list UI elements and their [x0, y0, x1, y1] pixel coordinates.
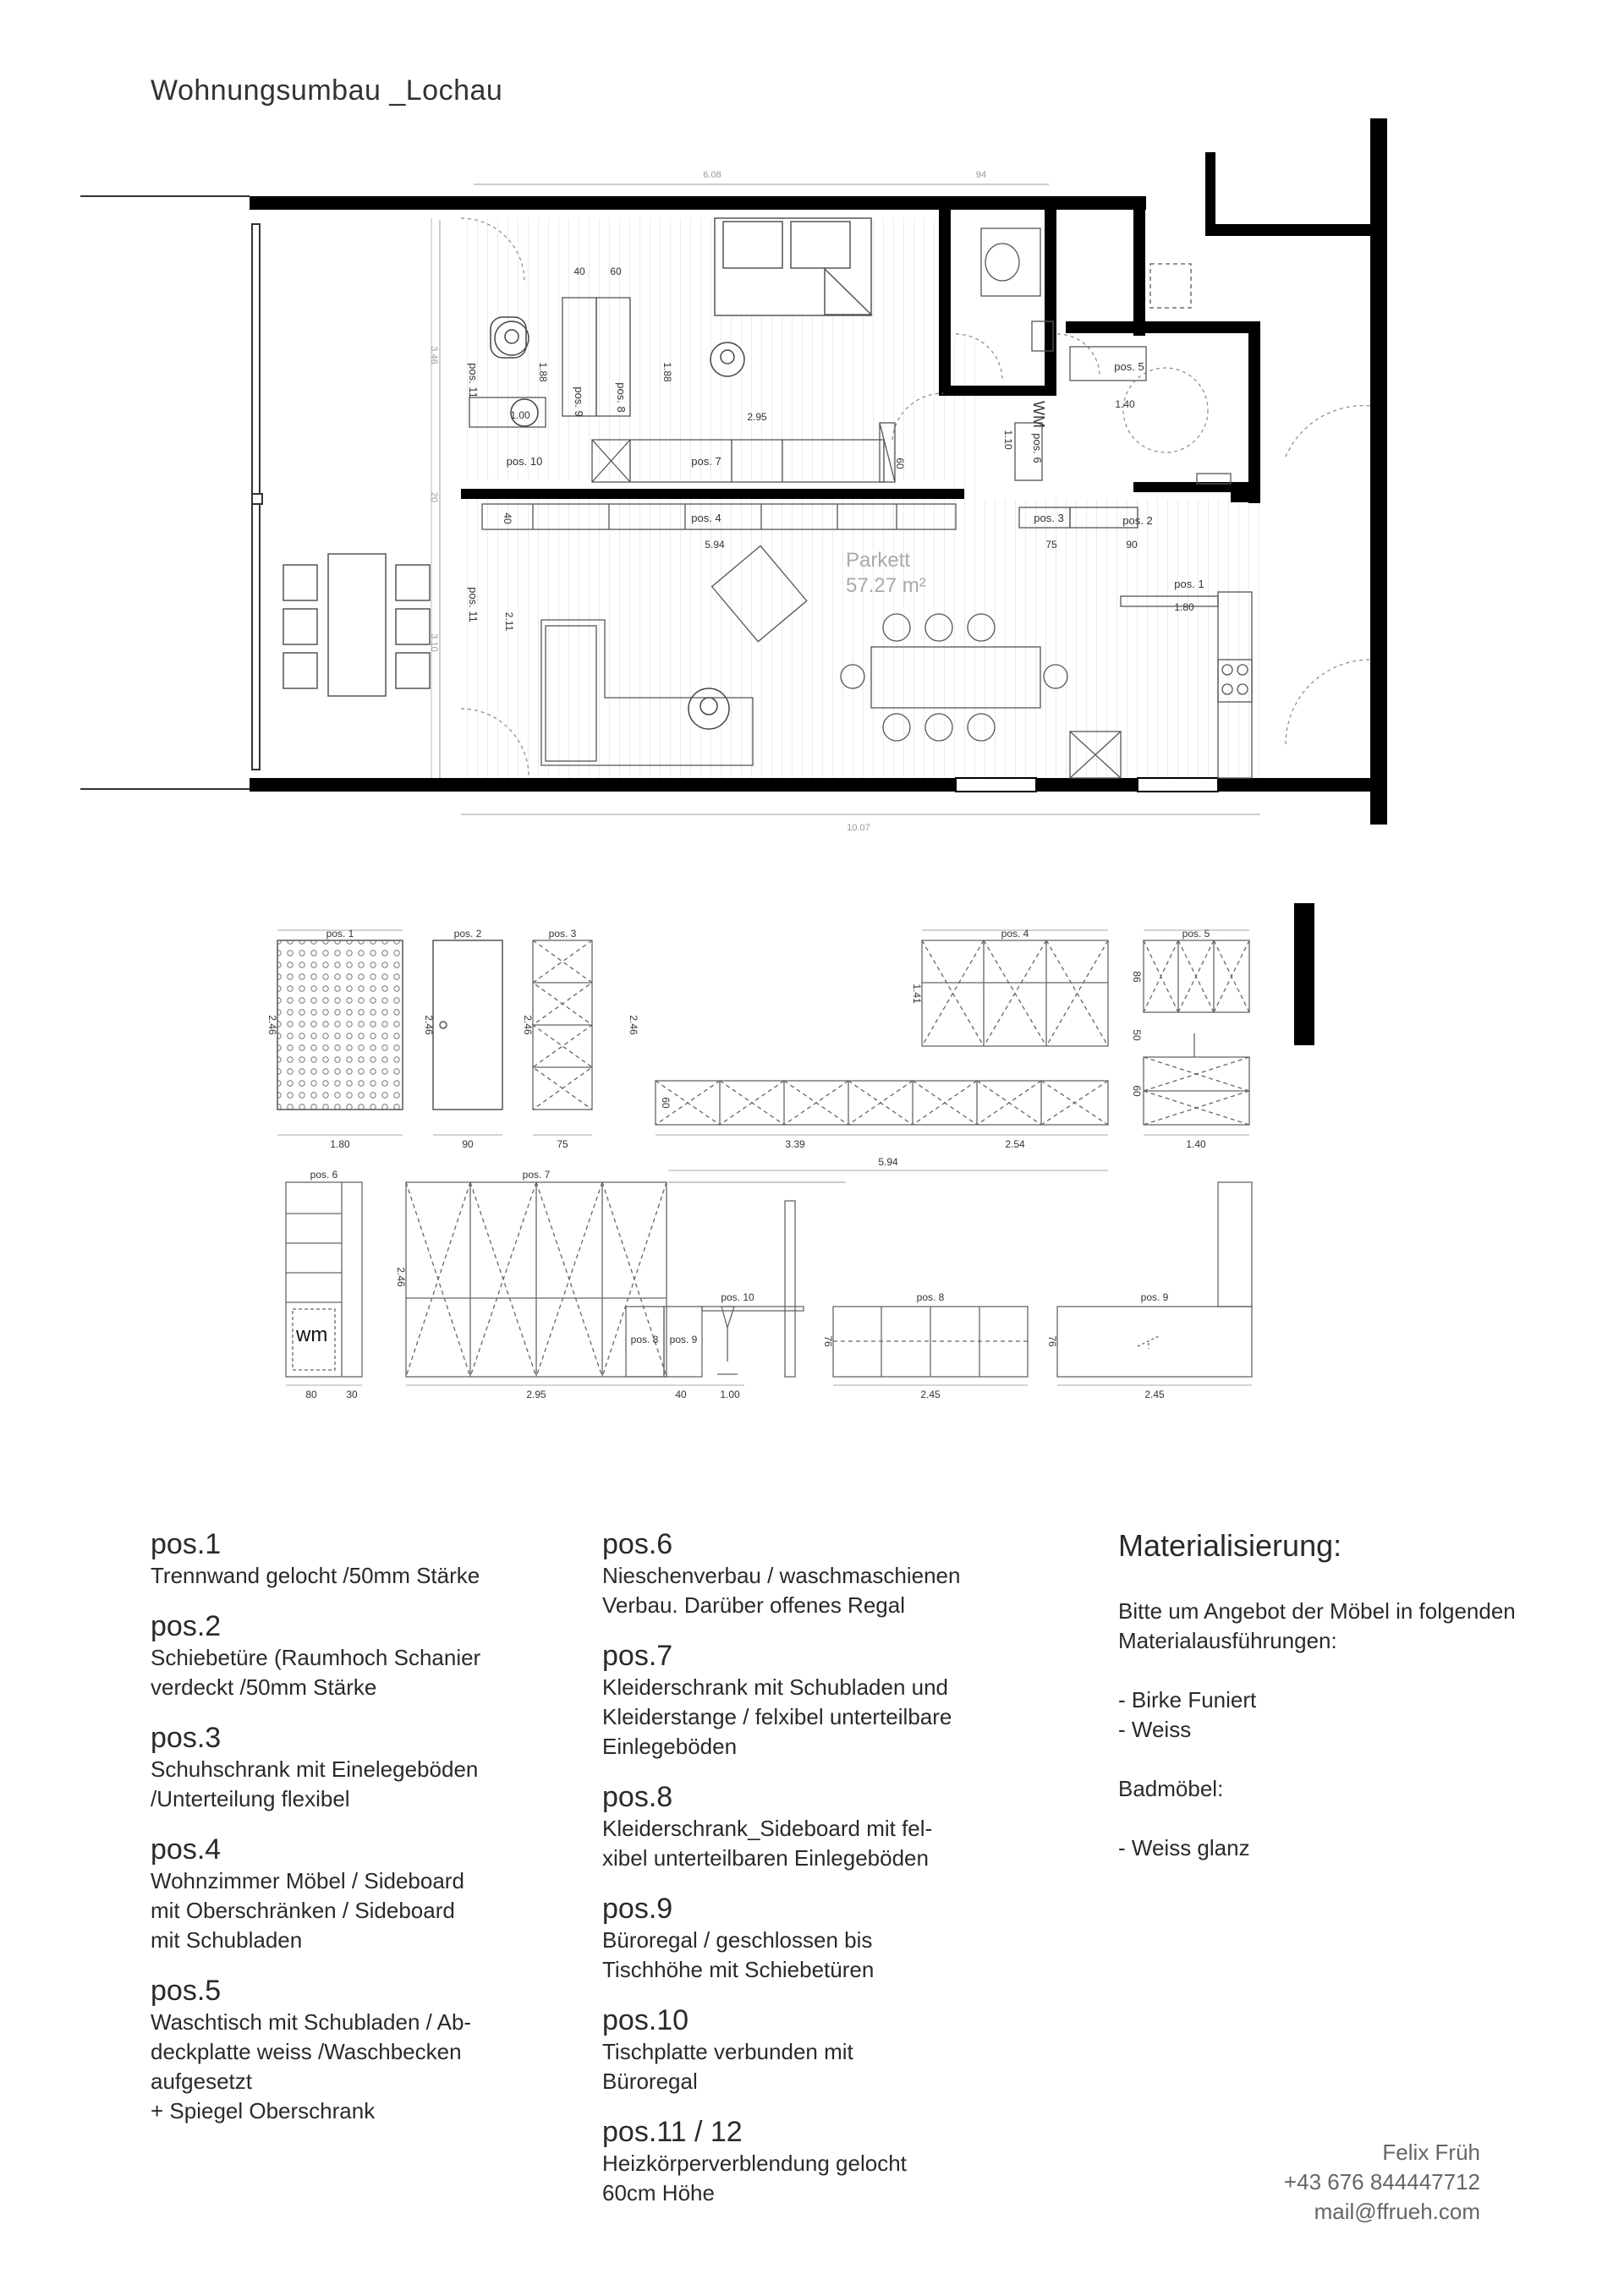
materials-option-weiss: - Weiss	[1118, 1717, 1192, 1742]
contact-name: Felix Früh	[1382, 2140, 1480, 2165]
elev-pos4-wa: 3.39	[785, 1138, 805, 1150]
elev-pos8-h: 76	[822, 1335, 834, 1347]
elevation-pos3	[533, 940, 592, 1110]
legend-pos: pos.8	[602, 1781, 673, 1813]
legend-item	[602, 1780, 1025, 1873]
dim-left-c: 3.10	[429, 633, 439, 652]
elev-inner-pos8-label: pos. 8	[630, 1334, 659, 1345]
legend-text: Schuhschrank mit Einelegeböden /Unterteilung flexibel	[151, 1756, 479, 1811]
dim-295: 2.95	[747, 411, 767, 423]
elevation-pos5	[1144, 940, 1249, 1125]
legend-pos: pos.1	[151, 1528, 222, 1560]
legend-item	[602, 2115, 1025, 2208]
legend-text: Tischplatte verbunden mit Büroregal	[602, 2039, 853, 2094]
plan-label-pos1: pos. 1	[1174, 578, 1204, 590]
dim-left-a: 3.46	[429, 346, 439, 364]
legend-item	[151, 1721, 573, 1814]
legend-text: Heizkörperverblendung gelocht 60cm Höhe	[602, 2151, 907, 2206]
legend-pos: pos.10	[602, 2004, 689, 2036]
plan-label-pos11b: pos. 11	[467, 587, 480, 622]
legend-item	[602, 1639, 1025, 1762]
contact-email[interactable]: mail@ffrueh.com	[1314, 2199, 1480, 2224]
legend-pos: pos.11 / 12	[602, 2116, 743, 2148]
elev-pos4-htotal: 2.46	[628, 1015, 639, 1035]
dim-60: 60	[610, 266, 622, 277]
elev-pos3-label: pos. 3	[548, 928, 577, 940]
plan-label-pos8: pos. 8	[615, 382, 628, 413]
legend-item	[151, 1527, 573, 1591]
plan-label-wm: WM	[1030, 401, 1047, 428]
materials-intro: Bitte um Angebot der Möbel in folgenden Materialausführungen:	[1118, 1598, 1516, 1653]
elev-pos3-h: 2.46	[522, 1015, 534, 1035]
legend-pos: pos.5	[151, 1975, 222, 2007]
elev-pos6-wm: wm	[296, 1323, 328, 1346]
dim-90: 90	[1126, 539, 1138, 551]
dim-188a: 1.88	[537, 362, 549, 382]
dim-110: 1.10	[1002, 430, 1014, 450]
dim-180: 1.80	[1174, 601, 1194, 613]
legend-item	[151, 1609, 573, 1702]
elev-pos6-label: pos. 6	[310, 1169, 338, 1181]
bath-option: - Weiss glanz	[1118, 1835, 1250, 1860]
elevation-pos7	[406, 1182, 667, 1377]
legend-item	[602, 1892, 1025, 1985]
legend-text: Nieschenverbau / waschmaschienen Verbau. Darüber offenes Regal	[602, 1563, 961, 1618]
plan-label-pos6: pos. 6	[1031, 433, 1044, 463]
dim-100: 1.00	[510, 409, 530, 421]
plan-label-pos9: pos. 9	[573, 386, 585, 417]
bed	[715, 218, 871, 315]
elev-pos2-label: pos. 2	[453, 928, 482, 940]
plan-label-pos7: pos. 7	[691, 455, 721, 468]
legend-text: Wohnzimmer Möbel / Sideboard mit Oberschränken / Sideboard mit Schubladen	[151, 1868, 464, 1953]
contact-block	[1284, 2138, 1480, 2227]
legend-item	[151, 1833, 573, 1955]
elevation-pos4	[656, 940, 1108, 1125]
dim-top-a: 6.08	[703, 170, 721, 180]
legend-item	[602, 2003, 1025, 2096]
terrace-table	[283, 554, 430, 696]
dim-40: 40	[573, 266, 585, 277]
elev-pos7-label: pos. 7	[522, 1169, 551, 1181]
floor-plan	[80, 118, 1387, 833]
room-label: Parkett	[846, 549, 911, 572]
elev-pos3-w: 75	[557, 1138, 568, 1150]
legend-pos: pos.2	[151, 1610, 222, 1642]
elevation-pos2	[433, 940, 502, 1110]
elev-pos4-label: pos. 4	[1001, 928, 1029, 940]
materials-option-birke: - Birke Funiert	[1118, 1687, 1257, 1712]
plan-label-pos11a: pos. 11	[467, 363, 480, 398]
elev-pos9-w: 2.45	[1144, 1389, 1165, 1400]
page-title: Wohnungsumbau _Lochau	[151, 74, 503, 107]
legend-text: Waschtisch mit Schubladen / Ab- deckplatte weiss /Waschbecken aufgesetzt + Spiegel Oberschrank	[151, 2009, 472, 2123]
legend-item	[151, 1974, 573, 2126]
dim-bottom: 10.07	[847, 823, 870, 833]
legend-pos: pos.7	[602, 1640, 673, 1672]
elev-pos4-hlower: 60	[660, 1097, 672, 1109]
elevations-row-2	[286, 1156, 1252, 1400]
elev-pos10-wb: 1.00	[720, 1389, 740, 1400]
elev-pos1-h: 2.46	[266, 1015, 278, 1035]
elev-pos9-h: 76	[1046, 1335, 1058, 1347]
contact-phone: +43 676 844447712	[1283, 2169, 1480, 2195]
elev-pos4-wb: 2.54	[1005, 1138, 1025, 1150]
elevation-pos10	[626, 1182, 846, 1377]
legend-text: Kleiderschrank mit Schubladen und Kleiderstange / felxibel unterteilbare Einlegeböden	[602, 1674, 952, 1759]
elev-pos1-w: 1.80	[330, 1138, 350, 1150]
dim-140: 1.40	[1115, 398, 1135, 410]
elev-pos10-label: pos. 10	[721, 1291, 754, 1303]
materials-section	[1118, 1527, 1592, 1863]
elev-pos7-w: 2.95	[526, 1389, 546, 1400]
room-area: 57.27 m²	[846, 574, 926, 597]
legend-text: Kleiderschrank_Sideboard mit fel- xibel unterteilbaren Einlegeböden	[602, 1816, 933, 1871]
elevations-row-1	[266, 903, 1314, 1150]
dim-40b: 40	[502, 512, 513, 524]
elev-pos4-wtotal: 5.94	[878, 1156, 898, 1168]
elev-pos10-wa: 40	[675, 1389, 687, 1400]
elev-pos9-label: pos. 9	[1140, 1291, 1169, 1303]
legend-item	[602, 1527, 1025, 1620]
plan-label-pos2: pos. 2	[1122, 514, 1153, 527]
dim-60b: 60	[894, 458, 906, 469]
legend-column-middle	[602, 1527, 1025, 2227]
dim-594: 5.94	[705, 539, 725, 551]
legend-column-left	[151, 1527, 573, 2145]
elev-pos6-wb: 30	[346, 1389, 358, 1400]
elevation-pos6	[286, 1182, 362, 1377]
elevation-pos8	[833, 1307, 1028, 1377]
parquet-floor-bedroom	[461, 218, 947, 480]
elev-pos5-label: pos. 5	[1182, 928, 1210, 940]
dim-188b: 1.88	[661, 362, 673, 382]
legend-pos: pos.6	[602, 1528, 673, 1560]
elev-pos5-hb: 50	[1131, 1029, 1143, 1041]
elevation-pos1	[277, 930, 403, 1110]
dim-left-b: 20	[429, 491, 439, 503]
elev-pos5-hc: 60	[1131, 1085, 1143, 1097]
legend-pos: pos.3	[151, 1722, 222, 1754]
plan-label-pos4: pos. 4	[691, 512, 721, 524]
legend-pos: pos.4	[151, 1833, 222, 1866]
elev-pos5-w: 1.40	[1186, 1138, 1206, 1150]
elev-pos2-w: 90	[462, 1138, 474, 1150]
plan-label-pos10: pos. 10	[506, 455, 543, 468]
elev-pos5-ha: 86	[1131, 971, 1143, 983]
elev-pos7-h: 2.46	[395, 1267, 407, 1287]
parquet-floor-living	[461, 499, 1265, 778]
bath-heading: Badmöbel:	[1118, 1776, 1224, 1801]
dim-75: 75	[1045, 539, 1057, 551]
legend-text: Trennwand gelocht /50mm Stärke	[151, 1563, 480, 1588]
plan-label-pos5: pos. 5	[1114, 360, 1144, 373]
parquet-floor-hall	[947, 338, 981, 499]
legend-pos: pos.9	[602, 1893, 673, 1925]
elev-pos8-w: 2.45	[920, 1389, 941, 1400]
elev-pos4-hupper: 1.41	[911, 984, 923, 1004]
legend-text: Büroregal / geschlossen bis Tischhöhe mit Schiebetüren	[602, 1927, 875, 1982]
materials-heading: Materialisierung:	[1118, 1528, 1342, 1563]
legend-text: Schiebetüre (Raumhoch Schanier verdeckt /50mm Stärke	[151, 1645, 481, 1700]
elev-pos6-wa: 80	[305, 1389, 317, 1400]
plan-label-pos3: pos. 3	[1034, 512, 1064, 524]
elev-inner-pos9-label: pos. 9	[669, 1334, 698, 1345]
elev-pos2-h: 2.46	[423, 1015, 435, 1035]
elev-pos8-label: pos. 8	[916, 1291, 945, 1303]
elevation-pos9	[1057, 1182, 1252, 1377]
dim-211: 2.11	[503, 611, 515, 632]
dim-top-b: 94	[975, 170, 987, 180]
elev-pos1-label: pos. 1	[326, 928, 354, 940]
